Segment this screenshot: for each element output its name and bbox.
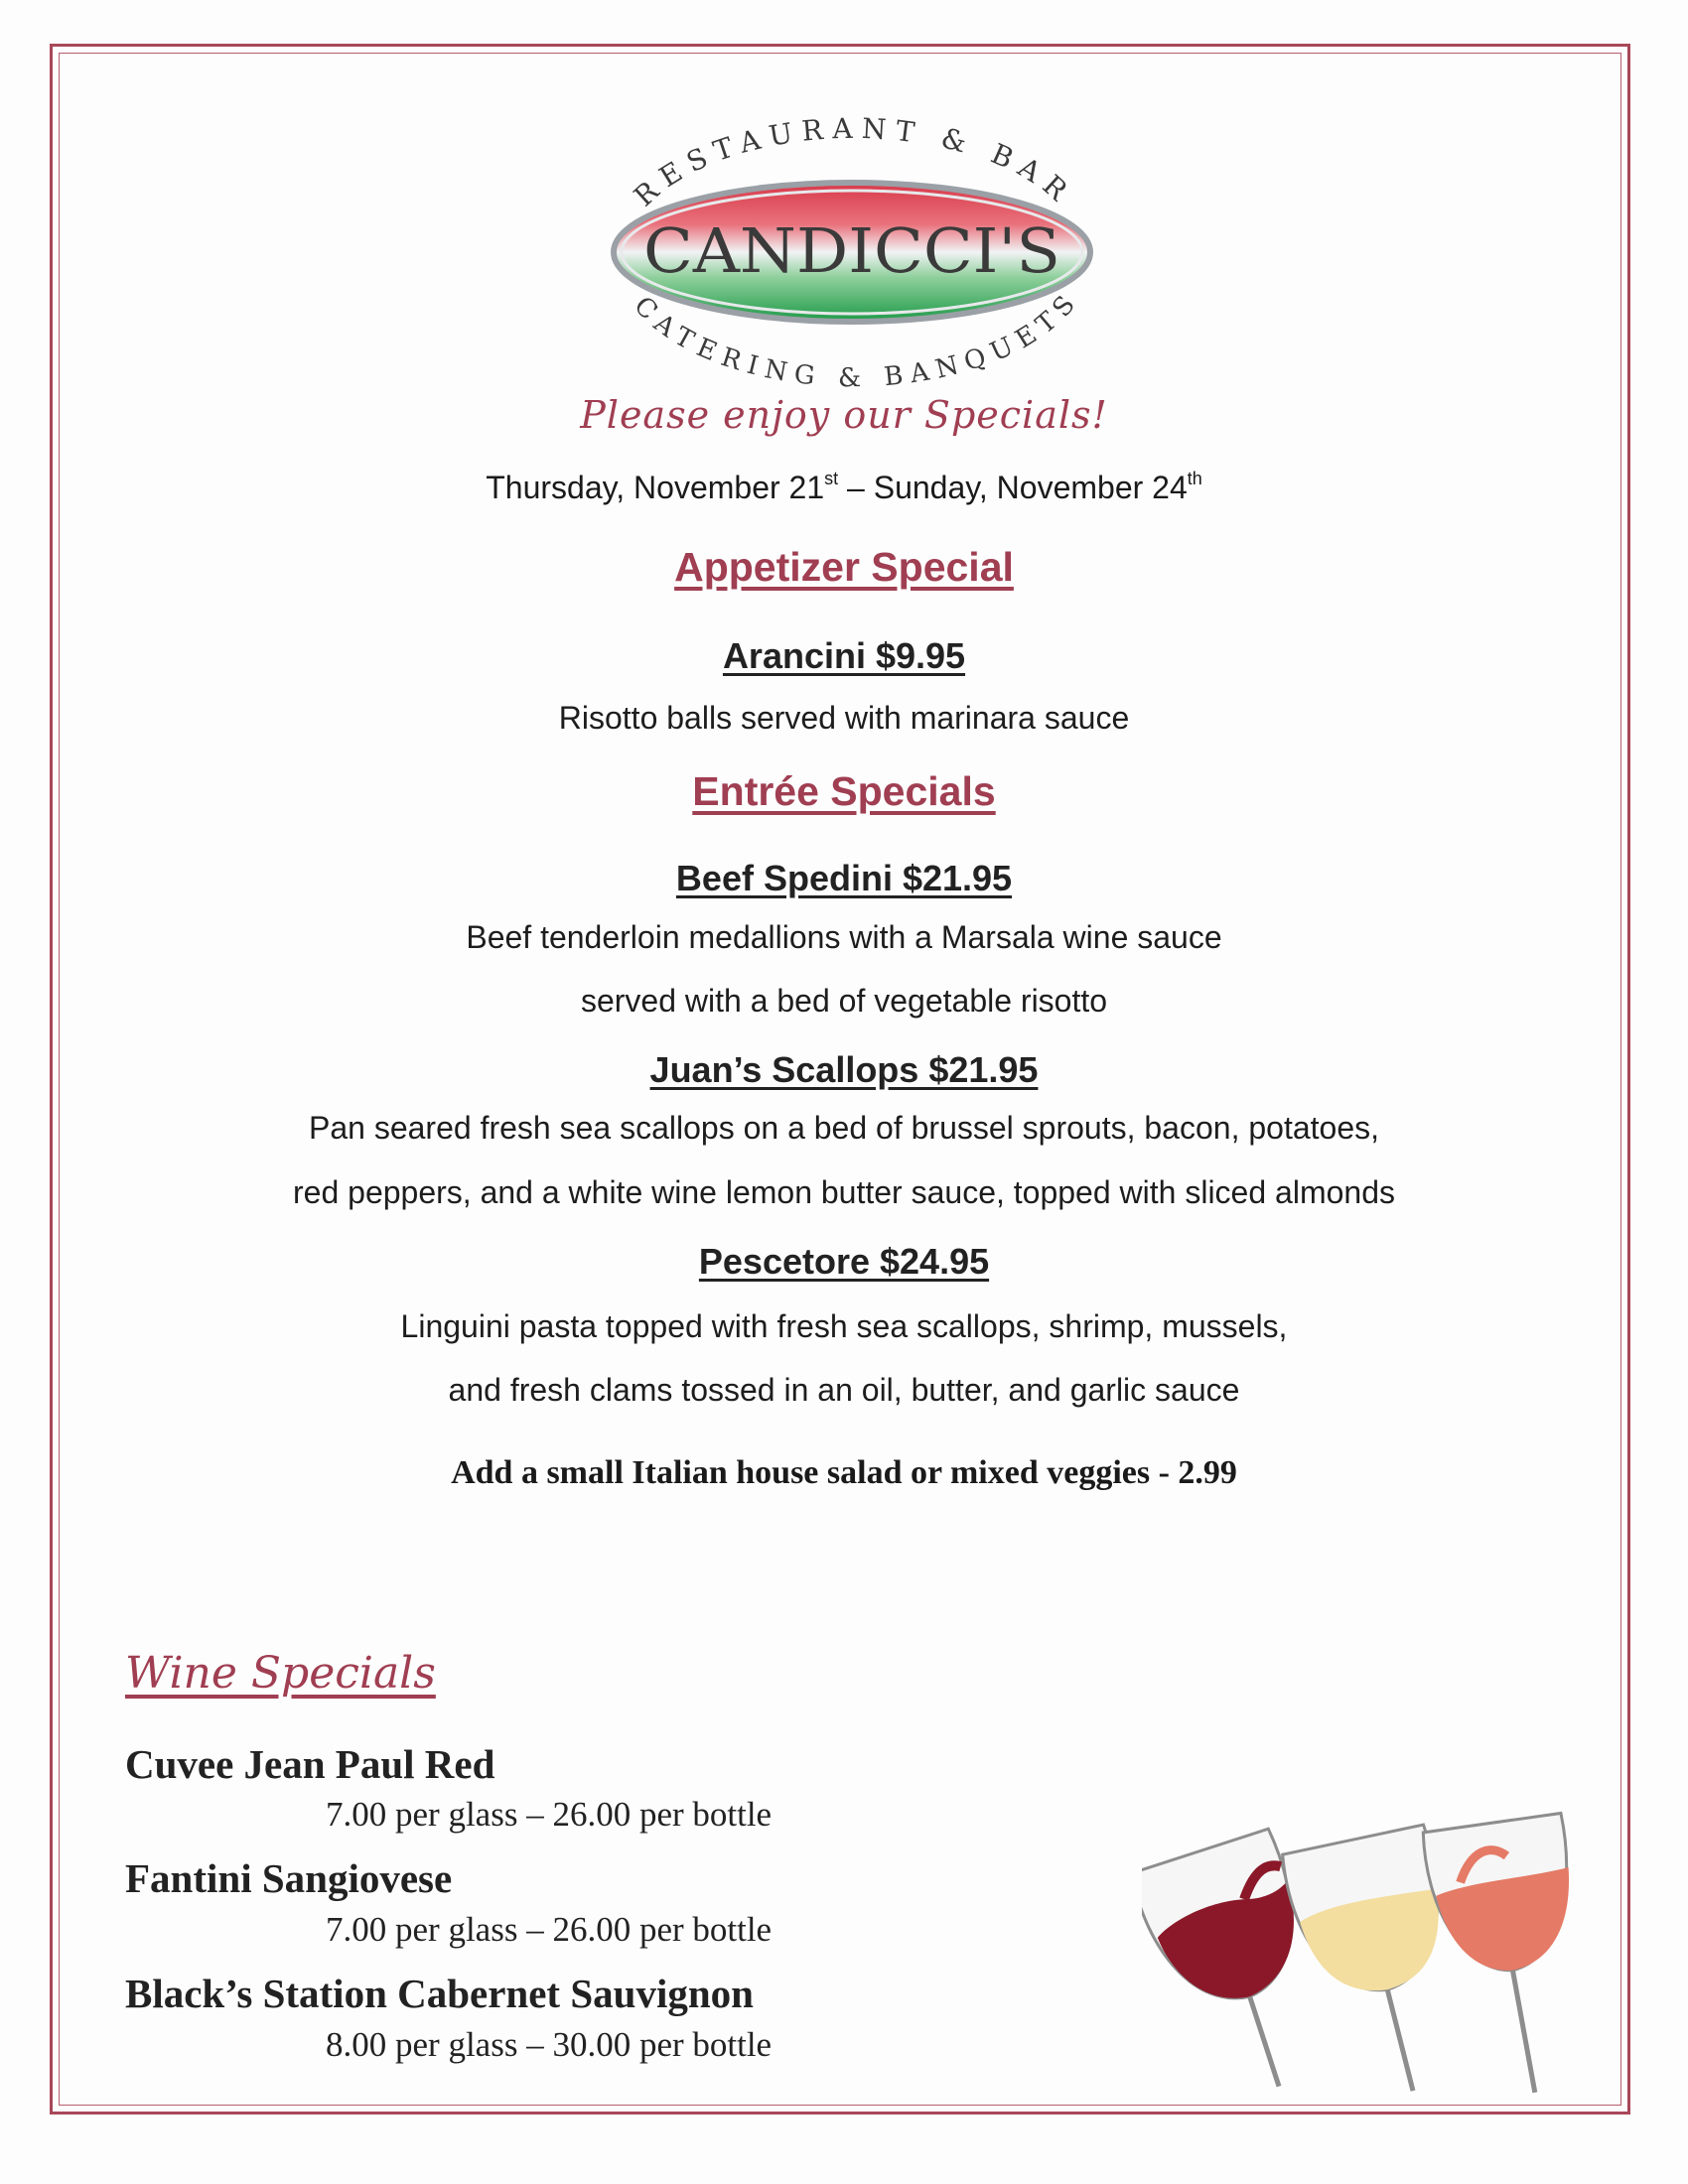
restaurant-logo: [596, 103, 1112, 401]
dish-description: red peppers, and a white wine lemon butter sauce, topped with sliced almonds: [293, 1174, 1395, 1210]
side-addon: Add a small Italian house salad or mixed veggies - 2.99: [451, 1454, 1237, 1491]
tagline: Please enjoy our Specials!: [580, 393, 1108, 437]
date-end-suffix: th: [1187, 469, 1202, 488]
appetizer-heading: Appetizer Special: [674, 544, 1014, 590]
dish-description: Pan seared fresh sea scallops on a bed of brussel sprouts, bacon, potatoes,: [309, 1110, 1379, 1146]
date-range: [0, 470, 1688, 506]
dish-description: Linguini pasta topped with fresh sea scallops, shrimp, mussels,: [400, 1308, 1288, 1344]
dish-title: Beef Spedini $21.95: [675, 858, 1013, 898]
wine-name: Cuvee Jean Paul Red: [125, 1741, 495, 1787]
wine-name: Black’s Station Cabernet Sauvignon: [125, 1971, 754, 2016]
dish-description: and fresh clams tossed in an oil, butter, and garlic sauce: [448, 1372, 1240, 1408]
wine-price: 7.00 per glass – 26.00 per bottle: [326, 1795, 773, 1834]
wine-price: 8.00 per glass – 30.00 per bottle: [326, 2025, 773, 2064]
date-start-suffix: st: [824, 469, 839, 488]
dish-description: Beef tenderloin medallions with a Marsala wine sauce: [466, 919, 1222, 955]
wine-glasses-illustration: [1142, 1807, 1609, 2105]
date-end: – Sunday, November 24: [838, 470, 1188, 505]
rose-wine-glass: [1422, 1813, 1600, 2103]
date-start: Thursday, November 21: [486, 470, 825, 505]
logo-top-arc: RESTAURANT & BAR: [628, 111, 1080, 213]
logo-bottom-arc: CATERING & BANQUETS: [628, 284, 1086, 394]
wine-heading: Wine Specials: [125, 1648, 436, 1699]
logo-name: CANDICCI'S: [643, 214, 1060, 287]
dish-title: Arancini $9.95: [722, 635, 966, 676]
entree-heading: Entrée Specials: [692, 768, 996, 814]
dish-title: Pescetore $24.95: [698, 1241, 990, 1282]
dish-description: served with a bed of vegetable risotto: [580, 983, 1108, 1019]
wine-price: 7.00 per glass – 26.00 per bottle: [326, 1910, 773, 1949]
dish-description: Risotto balls served with marinara sauce: [558, 700, 1130, 736]
dish-title: Juan’s Scallops $21.95: [649, 1049, 1039, 1090]
wine-name: Fantini Sangiovese: [125, 1855, 453, 1901]
